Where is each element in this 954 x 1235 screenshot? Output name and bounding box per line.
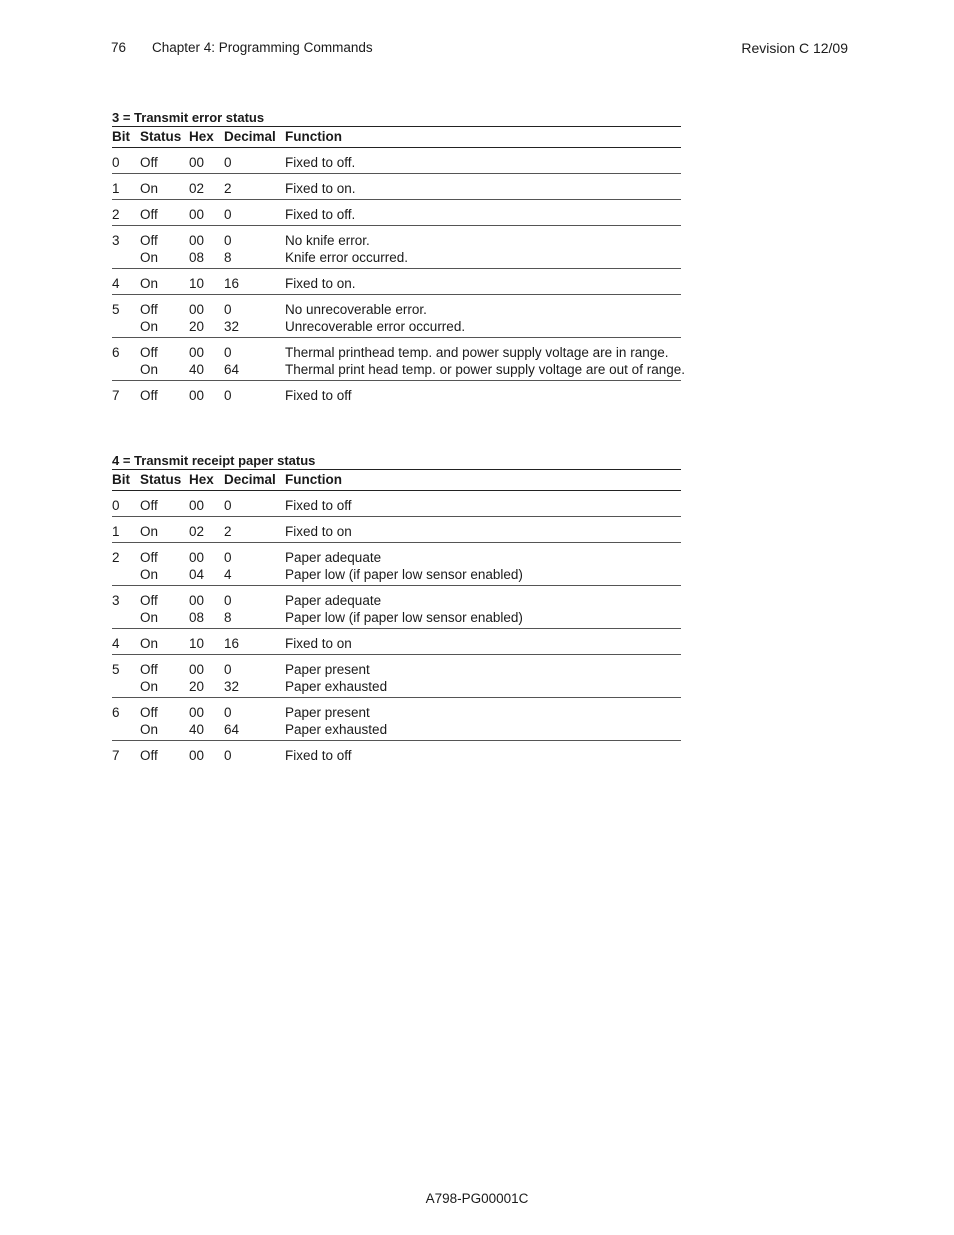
function-value: Fixed to off xyxy=(285,498,352,513)
cell-bit: 6 xyxy=(112,705,120,720)
hex-value: 08 xyxy=(189,250,205,265)
hex-value: 10 xyxy=(189,276,205,291)
function-value: Paper exhausted xyxy=(285,722,388,737)
cell-decimal xyxy=(224,174,285,200)
cell-status xyxy=(140,698,189,741)
cell-status xyxy=(140,741,189,767)
revision-label: Revision C 12/09 xyxy=(741,40,848,56)
cell-hex xyxy=(189,174,224,200)
cell-hex xyxy=(189,381,224,407)
section-title: 3 = Transmit error status xyxy=(112,110,265,125)
cell-function xyxy=(285,226,681,269)
decimal-value: 0 xyxy=(224,155,232,170)
document-id: A798-PG00001C xyxy=(425,1191,529,1206)
cell-function xyxy=(285,491,681,517)
col-header-status: Status xyxy=(140,470,189,491)
col-header-function: Function xyxy=(285,470,681,491)
col-header-decimal: Decimal xyxy=(224,470,285,491)
col-header-status: Status xyxy=(140,127,189,148)
function-value: Paper present xyxy=(285,662,370,677)
decimal-value: 0 xyxy=(224,207,232,222)
cell-hex xyxy=(189,655,224,698)
hex-value: 40 xyxy=(189,362,205,377)
function-value: Fixed to on xyxy=(285,636,352,651)
cell-decimal xyxy=(224,295,285,338)
hex-value: 00 xyxy=(189,662,205,677)
status-value: On xyxy=(140,722,159,737)
function-value: Fixed to off xyxy=(285,388,352,403)
function-value: Fixed to on. xyxy=(285,181,356,196)
hex-value: 00 xyxy=(189,593,205,608)
cell-function xyxy=(285,629,681,655)
decimal-value: 0 xyxy=(224,748,232,763)
cell-function xyxy=(285,338,685,381)
col-header-function: Function xyxy=(285,127,681,148)
cell-bit: 3 xyxy=(112,233,120,248)
cell-decimal xyxy=(224,269,285,295)
cell-hex xyxy=(189,226,224,269)
function-value: No unrecoverable error. xyxy=(285,302,427,317)
status-value: On xyxy=(140,181,159,196)
cell-bit: 6 xyxy=(112,345,120,360)
function-value: Fixed to on xyxy=(285,524,352,539)
table-row xyxy=(112,200,681,226)
table-row xyxy=(112,226,681,269)
cell-hex xyxy=(189,741,224,767)
status-value: On xyxy=(140,636,159,651)
status-value: On xyxy=(140,610,159,625)
function-value: Fixed to off. xyxy=(285,155,356,170)
cell-bit: 0 xyxy=(112,155,120,170)
table-row xyxy=(112,295,681,338)
decimal-value: 32 xyxy=(224,319,240,334)
cell-hex xyxy=(189,491,224,517)
cell-function xyxy=(285,543,681,586)
table-row xyxy=(112,586,681,629)
function-value: Fixed to off xyxy=(285,748,352,763)
decimal-value: 0 xyxy=(224,345,232,360)
hex-value: 20 xyxy=(189,679,205,694)
table-row xyxy=(112,269,681,295)
cell-decimal xyxy=(224,741,285,767)
cell-decimal xyxy=(224,517,285,543)
decimal-value: 0 xyxy=(224,705,232,720)
error-status-table xyxy=(112,126,685,406)
status-value: On xyxy=(140,524,159,539)
cell-hex xyxy=(189,517,224,543)
cell-status xyxy=(140,655,189,698)
status-value: On xyxy=(140,319,159,334)
status-value: Off xyxy=(140,662,158,677)
cell-bit: 1 xyxy=(112,524,120,539)
table-row xyxy=(112,381,681,407)
status-value: Off xyxy=(140,207,158,222)
cell-hex xyxy=(189,148,224,174)
cell-decimal xyxy=(224,629,285,655)
cell-status xyxy=(140,200,189,226)
decimal-value: 0 xyxy=(224,662,232,677)
cell-bit: 1 xyxy=(112,181,120,196)
cell-bit: 5 xyxy=(112,662,120,677)
col-header-bit: Bit xyxy=(112,127,140,148)
cell-function xyxy=(285,200,681,226)
table-row xyxy=(112,148,681,174)
hex-value: 00 xyxy=(189,345,205,360)
cell-hex xyxy=(189,543,224,586)
decimal-value: 64 xyxy=(224,722,240,737)
cell-status xyxy=(140,295,189,338)
status-value: On xyxy=(140,276,159,291)
status-value: Off xyxy=(140,498,158,513)
status-value: On xyxy=(140,679,159,694)
cell-hex xyxy=(189,629,224,655)
decimal-value: 0 xyxy=(224,593,232,608)
cell-function xyxy=(285,148,681,174)
status-value: Off xyxy=(140,155,158,170)
hex-value: 02 xyxy=(189,524,205,539)
cell-status xyxy=(140,338,189,381)
status-value: Off xyxy=(140,302,158,317)
decimal-value: 2 xyxy=(224,181,232,196)
col-header-bit: Bit xyxy=(112,470,140,491)
cell-hex xyxy=(189,698,224,741)
page-number: 76 xyxy=(111,40,127,55)
cell-hex xyxy=(189,200,224,226)
hex-value: 02 xyxy=(189,181,205,196)
table-row xyxy=(112,629,681,655)
cell-function xyxy=(285,586,681,629)
status-value: Off xyxy=(140,705,158,720)
cell-decimal xyxy=(224,226,285,269)
table-body xyxy=(112,148,685,407)
function-value: Fixed to on. xyxy=(285,276,356,291)
function-value: Paper low (if paper low sensor enabled) xyxy=(285,610,523,625)
table-header xyxy=(112,470,681,491)
decimal-value: 32 xyxy=(224,679,240,694)
transmit-error-status-section xyxy=(112,109,685,406)
transmit-receipt-paper-status-section xyxy=(112,452,681,766)
cell-status xyxy=(140,491,189,517)
hex-value: 08 xyxy=(189,610,205,625)
hex-value: 20 xyxy=(189,319,205,334)
paper-status-table xyxy=(112,469,681,766)
status-value: On xyxy=(140,567,159,582)
hex-value: 00 xyxy=(189,207,205,222)
table-row xyxy=(112,491,681,517)
table-row xyxy=(112,517,681,543)
hex-value: 00 xyxy=(189,748,205,763)
cell-status xyxy=(140,586,189,629)
cell-status xyxy=(140,174,189,200)
decimal-value: 0 xyxy=(224,388,232,403)
cell-function xyxy=(285,174,681,200)
cell-status xyxy=(140,148,189,174)
status-value: Off xyxy=(140,748,158,763)
cell-function xyxy=(285,655,681,698)
status-value: On xyxy=(140,250,159,265)
table-row xyxy=(112,174,681,200)
cell-decimal xyxy=(224,586,285,629)
hex-value: 00 xyxy=(189,155,205,170)
cell-bit: 4 xyxy=(112,276,120,291)
cell-status xyxy=(140,269,189,295)
function-value: Paper present xyxy=(285,705,370,720)
col-header-decimal: Decimal xyxy=(224,127,285,148)
decimal-value: 16 xyxy=(224,276,240,291)
table-body xyxy=(112,491,681,767)
hex-value: 00 xyxy=(189,705,205,720)
section-title: 4 = Transmit receipt paper status xyxy=(112,453,316,468)
status-value: Off xyxy=(140,345,158,360)
status-value: Off xyxy=(140,388,158,403)
decimal-value: 2 xyxy=(224,524,232,539)
decimal-value: 0 xyxy=(224,498,232,513)
cell-status xyxy=(140,629,189,655)
cell-decimal xyxy=(224,543,285,586)
hex-value: 00 xyxy=(189,302,205,317)
cell-decimal xyxy=(224,381,285,407)
col-header-hex: Hex xyxy=(189,127,224,148)
cell-decimal xyxy=(224,698,285,741)
table-row xyxy=(112,338,681,381)
cell-function xyxy=(285,269,681,295)
function-value: Paper low (if paper low sensor enabled) xyxy=(285,567,523,582)
cell-decimal xyxy=(224,148,285,174)
cell-decimal xyxy=(224,338,285,381)
decimal-value: 0 xyxy=(224,550,232,565)
cell-bit: 5 xyxy=(112,302,120,317)
status-value: Off xyxy=(140,550,158,565)
decimal-value: 8 xyxy=(224,250,232,265)
cell-function xyxy=(285,517,681,543)
cell-status xyxy=(140,381,189,407)
function-value: Thermal printhead temp. and power supply voltage are in range. xyxy=(285,345,669,360)
cell-bit: 4 xyxy=(112,636,120,651)
status-value: Off xyxy=(140,233,158,248)
cell-hex xyxy=(189,269,224,295)
hex-value: 40 xyxy=(189,722,205,737)
cell-decimal xyxy=(224,491,285,517)
cell-decimal xyxy=(224,655,285,698)
table-row xyxy=(112,698,681,741)
cell-bit: 2 xyxy=(112,207,120,222)
function-value: Knife error occurred. xyxy=(285,250,409,265)
cell-bit: 2 xyxy=(112,550,120,565)
decimal-value: 0 xyxy=(224,302,232,317)
cell-bit: 3 xyxy=(112,593,120,608)
cell-function xyxy=(285,381,681,407)
cell-status xyxy=(140,517,189,543)
table-header xyxy=(112,127,681,148)
function-value: Fixed to off. xyxy=(285,207,356,222)
decimal-value: 16 xyxy=(224,636,240,651)
cell-bit: 0 xyxy=(112,498,120,513)
col-header-hex: Hex xyxy=(189,470,224,491)
cell-hex xyxy=(189,295,224,338)
cell-bit: 7 xyxy=(112,388,120,403)
function-value: Unrecoverable error occurred. xyxy=(285,319,466,334)
hex-value: 00 xyxy=(189,388,205,403)
table-row xyxy=(112,543,681,586)
function-value: Thermal print head temp. or power supply voltage are out of range. xyxy=(285,362,685,377)
cell-decimal xyxy=(224,200,285,226)
hex-value: 10 xyxy=(189,636,205,651)
function-value: Paper adequate xyxy=(285,550,382,565)
cell-status xyxy=(140,543,189,586)
cell-bit: 7 xyxy=(112,748,120,763)
cell-hex xyxy=(189,586,224,629)
hex-value: 00 xyxy=(189,550,205,565)
hex-value: 04 xyxy=(189,567,205,582)
cell-status xyxy=(140,226,189,269)
decimal-value: 4 xyxy=(224,567,232,582)
function-value: Paper adequate xyxy=(285,593,382,608)
cell-function xyxy=(285,741,681,767)
hex-value: 00 xyxy=(189,498,205,513)
cell-hex xyxy=(189,338,224,381)
table-row xyxy=(112,741,681,767)
function-value: Paper exhausted xyxy=(285,679,388,694)
status-value: Off xyxy=(140,593,158,608)
hex-value: 00 xyxy=(189,233,205,248)
status-value: On xyxy=(140,362,159,377)
chapter-title: Chapter 4: Programming Commands xyxy=(152,40,373,55)
cell-function xyxy=(285,295,681,338)
function-value: No knife error. xyxy=(285,233,370,248)
decimal-value: 64 xyxy=(224,362,240,377)
decimal-value: 8 xyxy=(224,610,232,625)
cell-function xyxy=(285,698,681,741)
decimal-value: 0 xyxy=(224,233,232,248)
table-row xyxy=(112,655,681,698)
